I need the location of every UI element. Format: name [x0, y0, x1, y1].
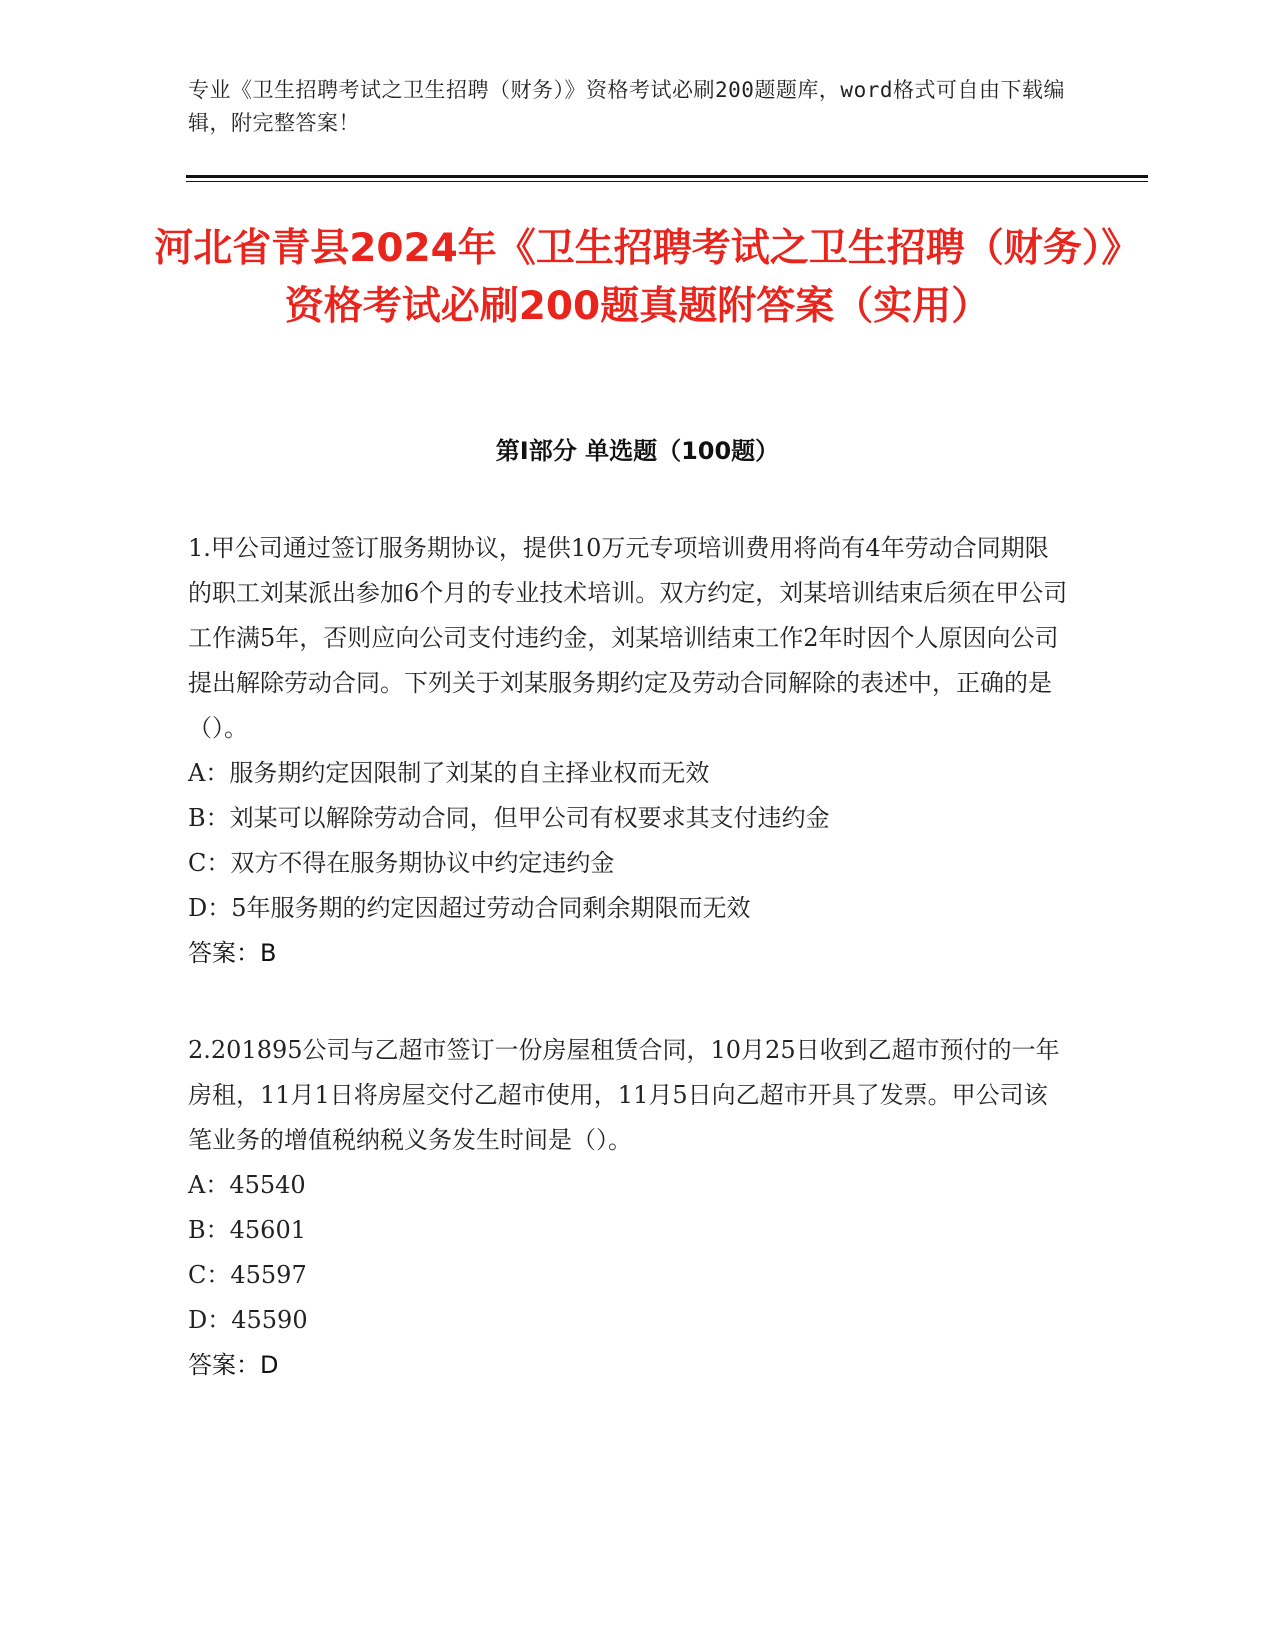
answer: 答案：D — [188, 1351, 279, 1379]
question-2 — [188, 1028, 1068, 1388]
header-divider-thick — [186, 175, 1148, 178]
option-a: A：45540 — [188, 1171, 306, 1199]
question-1 — [188, 526, 1068, 976]
option-a: A：服务期约定因限制了刘某的自主择业权而无效 — [188, 759, 710, 787]
option-d: D：45590 — [188, 1306, 308, 1334]
option-b: B：45601 — [188, 1216, 306, 1244]
option-c: C：双方不得在服务期协议中约定违约金 — [188, 849, 615, 877]
option-c: C：45597 — [188, 1261, 307, 1289]
header-note: 专业《卫生招聘考试之卫生招聘（财务）》资格考试必刷200题题库，word格式可自由下载编辑，附完整答案！ — [188, 78, 1065, 135]
option-d: D：5年服务期的约定因超过劳动合同剩余期限而无效 — [188, 894, 751, 922]
header-divider-thin — [186, 181, 1148, 182]
question-stem: 2.201895公司与乙超市签订一份房屋租赁合同，10月25日收到乙超市预付的一年房租，11月1日将房屋交付乙超市使用，11月5日向乙超市开具了发票。甲公司该笔业务的增值税纳税义务发生时间是（）。 — [188, 1036, 1060, 1154]
question-stem: 1.甲公司通过签订服务期协议，提供10万元专项培训费用将尚有4年劳动合同期限的职工刘某派出参加6个月的专业技术培训。双方约定，刘某培训结束后须在甲公司工作满5年，否则应向公司支付违约金，刘某培训结束工作2年时因个人原因向公司提出解除劳动合同。下列关于刘某服务期约定及劳动合同解除的表述中，正确的是（）。 — [188, 534, 1068, 742]
document-title: 河北省青县2024年《卫生招聘考试之卫生招聘（财务）》资格考试必刷200题真题附答案（实用） — [154, 226, 1121, 329]
section-heading: 第Ⅰ部分 单选题（100题） — [495, 437, 780, 465]
answer: 答案：B — [188, 939, 277, 967]
option-b: B：刘某可以解除劳动合同，但甲公司有权要求其支付违约金 — [188, 804, 830, 832]
